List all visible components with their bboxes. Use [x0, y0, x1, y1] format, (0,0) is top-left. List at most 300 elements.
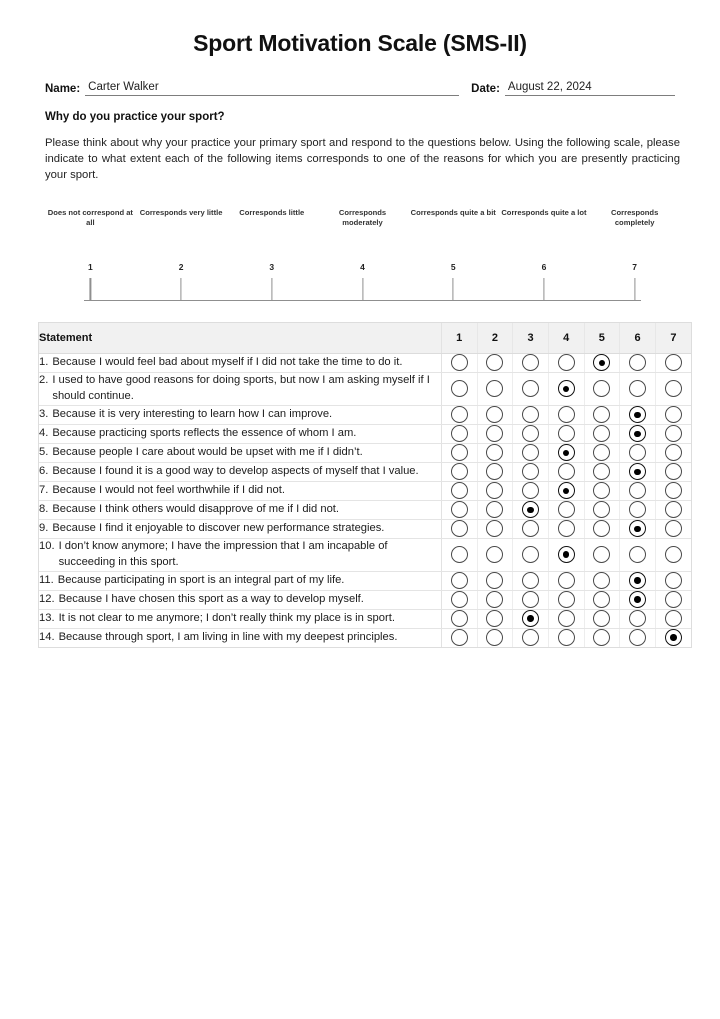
table-row: [39, 628, 691, 647]
rating-cell-3[interactable]: [513, 425, 549, 444]
rating-cell-1[interactable]: [441, 520, 477, 539]
radio-option-1[interactable]: [451, 380, 468, 397]
statement-text: Because I would not feel worthwhile if I did not.: [52, 484, 285, 497]
scale-axis: [45, 275, 680, 301]
radio-option-2[interactable]: [486, 610, 503, 627]
radio-option-1[interactable]: [451, 354, 468, 371]
table-row: [39, 501, 691, 520]
radio-option-7[interactable]: [665, 425, 682, 442]
rating-cell-3[interactable]: [513, 520, 549, 539]
radio-option-5[interactable]: [593, 546, 610, 563]
radio-option-5[interactable]: [593, 354, 610, 371]
rating-cell-4[interactable]: [548, 463, 584, 482]
rating-cell-2[interactable]: [477, 482, 513, 501]
survey-table-body: [39, 354, 691, 647]
radio-option-3[interactable]: [522, 520, 539, 537]
radio-option-1[interactable]: [451, 425, 468, 442]
scale-anchor-number: 1: [87, 261, 93, 272]
rating-cell-7[interactable]: [655, 463, 691, 482]
radio-option-4[interactable]: [558, 380, 575, 397]
rating-cell-7[interactable]: [655, 571, 691, 590]
question-heading: Why do you practice your sport?: [45, 110, 225, 123]
axis-tick: [90, 278, 91, 301]
rating-cell-2[interactable]: [477, 571, 513, 590]
page-title: Sport Motivation Scale (SMS-II): [193, 30, 527, 56]
rating-cell-6[interactable]: [620, 628, 656, 647]
scale-numbers: [45, 262, 680, 272]
radio-option-3[interactable]: [522, 546, 539, 563]
rating-cell-1[interactable]: [441, 354, 477, 373]
statement-number: 10.: [39, 540, 55, 553]
rating-cell-5[interactable]: [584, 520, 620, 539]
rating-cell-2[interactable]: [477, 406, 513, 425]
radio-option-7[interactable]: [665, 591, 682, 608]
radio-option-2[interactable]: [486, 591, 503, 608]
statement-cell: [39, 463, 441, 482]
rating-cell-3[interactable]: [513, 628, 549, 647]
statement-text: Because I would feel bad about myself if I did not take the time to do it.: [52, 356, 403, 369]
rating-cell-2[interactable]: [477, 425, 513, 444]
rating-cell-6[interactable]: [620, 406, 656, 425]
rating-cell-4[interactable]: [548, 501, 584, 520]
radio-option-1[interactable]: [451, 629, 468, 646]
statement-number: 6.: [39, 465, 49, 478]
date-label: Date:: [471, 82, 500, 95]
scale-anchor-number: 3: [269, 261, 275, 272]
rating-cell-7[interactable]: [655, 501, 691, 520]
rating-cell-5[interactable]: [584, 463, 620, 482]
rating-cell-6[interactable]: [620, 444, 656, 463]
rating-cell-7[interactable]: [655, 425, 691, 444]
scale-anchor-number: 2: [178, 261, 184, 272]
rating-cell-3[interactable]: [513, 571, 549, 590]
radio-option-1[interactable]: [451, 444, 468, 461]
rating-cell-6[interactable]: [620, 609, 656, 628]
table-row: [39, 406, 691, 425]
table-row: [39, 425, 691, 444]
radio-option-7[interactable]: [665, 501, 682, 518]
rating-column-header-4: 4: [548, 323, 584, 354]
axis-tick: [634, 278, 635, 301]
radio-option-2[interactable]: [486, 572, 503, 589]
radio-option-7[interactable]: [665, 406, 682, 423]
radio-option-7[interactable]: [665, 354, 682, 371]
radio-option-4[interactable]: [558, 501, 575, 518]
rating-cell-2[interactable]: [477, 463, 513, 482]
statement-text: Because I think others would disapprove of me if I did not.: [52, 503, 340, 516]
radio-option-6[interactable]: [629, 380, 646, 397]
radio-option-6[interactable]: [629, 629, 646, 646]
name-input[interactable]: [85, 80, 459, 96]
radio-option-4[interactable]: [558, 482, 575, 499]
rating-cell-1[interactable]: [441, 628, 477, 647]
statement-text: Because I have chosen this sport as a way to develop myself.: [58, 592, 364, 605]
radio-option-4[interactable]: [558, 354, 575, 371]
radio-option-5[interactable]: [593, 629, 610, 646]
rating-cell-3[interactable]: [513, 609, 549, 628]
statement-number: 8.: [39, 503, 49, 516]
rating-cell-7[interactable]: [655, 482, 691, 501]
rating-cell-1[interactable]: [441, 501, 477, 520]
rating-cell-7[interactable]: [655, 609, 691, 628]
statement-number: 5.: [39, 446, 49, 459]
rating-cell-1[interactable]: [441, 482, 477, 501]
survey-table: [39, 323, 691, 647]
rating-column-header-3: 3: [513, 323, 549, 354]
radio-option-7[interactable]: [665, 610, 682, 627]
statement-cell: [39, 628, 441, 647]
rating-cell-6[interactable]: [620, 501, 656, 520]
axis-ticks: [45, 275, 680, 301]
radio-option-4[interactable]: [558, 463, 575, 480]
date-field: [471, 80, 675, 96]
radio-option-3[interactable]: [522, 572, 539, 589]
radio-option-3[interactable]: [522, 406, 539, 423]
rating-cell-1[interactable]: [441, 444, 477, 463]
radio-option-6[interactable]: [629, 406, 646, 423]
scale-anchor-number: 4: [360, 261, 365, 272]
radio-option-6[interactable]: [629, 591, 646, 608]
radio-option-3[interactable]: [522, 591, 539, 608]
rating-cell-6[interactable]: [620, 463, 656, 482]
radio-option-5[interactable]: [593, 501, 610, 518]
rating-cell-2[interactable]: [477, 539, 513, 572]
radio-option-3[interactable]: [522, 610, 539, 627]
scale-legend: [45, 208, 680, 304]
statement-cell: [39, 520, 441, 539]
rating-column-header-7: 7: [655, 323, 691, 354]
rating-cell-6[interactable]: [620, 520, 656, 539]
scale-anchor-label: Corresponds moderately: [338, 207, 387, 228]
scale-anchor-label: Corresponds little: [239, 207, 305, 217]
radio-option-4[interactable]: [558, 425, 575, 442]
scale-anchor-label: Corresponds very little: [139, 207, 223, 217]
radio-option-5[interactable]: [593, 463, 610, 480]
radio-option-7[interactable]: [665, 380, 682, 397]
rating-cell-2[interactable]: [477, 609, 513, 628]
statement-text: Because it is very interesting to learn how I can improve.: [52, 408, 333, 421]
radio-option-1[interactable]: [451, 520, 468, 537]
rating-cell-5[interactable]: [584, 373, 620, 406]
radio-option-1[interactable]: [451, 406, 468, 423]
rating-cell-7[interactable]: [655, 628, 691, 647]
statement-cell: [39, 444, 441, 463]
radio-option-6[interactable]: [629, 482, 646, 499]
rating-cell-6[interactable]: [620, 590, 656, 609]
statement-column-header: Statement: [39, 323, 441, 354]
table-row: [39, 571, 691, 590]
rating-cell-5[interactable]: [584, 406, 620, 425]
rating-column-header-2: 2: [477, 323, 513, 354]
statement-cell: [39, 571, 441, 590]
rating-cell-5[interactable]: [584, 501, 620, 520]
rating-cell-7[interactable]: [655, 444, 691, 463]
radio-option-1[interactable]: [451, 572, 468, 589]
table-row: [39, 609, 691, 628]
radio-option-5[interactable]: [593, 425, 610, 442]
date-value: August 22, 2024: [507, 80, 592, 93]
radio-option-5[interactable]: [593, 406, 610, 423]
statement-text: Because I found it is a good way to develop aspects of myself that I value.: [52, 465, 419, 478]
rating-cell-4[interactable]: [548, 354, 584, 373]
radio-option-1[interactable]: [451, 610, 468, 627]
rating-cell-6[interactable]: [620, 539, 656, 572]
statement-cell: [39, 539, 441, 572]
rating-cell-5[interactable]: [584, 539, 620, 572]
rating-column-header-6: 6: [620, 323, 656, 354]
radio-option-2[interactable]: [486, 380, 503, 397]
statement-cell: [39, 609, 441, 628]
radio-option-7[interactable]: [665, 629, 682, 646]
rating-cell-1[interactable]: [441, 571, 477, 590]
radio-option-2[interactable]: [486, 444, 503, 461]
scale-anchor-label: Corresponds completely: [611, 207, 659, 228]
rating-cell-1[interactable]: [441, 590, 477, 609]
radio-option-2[interactable]: [486, 425, 503, 442]
rating-cell-1[interactable]: [441, 425, 477, 444]
radio-option-3[interactable]: [522, 444, 539, 461]
radio-option-3[interactable]: [522, 501, 539, 518]
radio-option-5[interactable]: [593, 520, 610, 537]
radio-option-5[interactable]: [593, 610, 610, 627]
radio-option-2[interactable]: [486, 354, 503, 371]
rating-cell-1[interactable]: [441, 373, 477, 406]
identity-row: [45, 80, 680, 96]
radio-option-5[interactable]: [593, 482, 610, 499]
radio-option-7[interactable]: [665, 572, 682, 589]
rating-cell-2[interactable]: [477, 444, 513, 463]
radio-option-3[interactable]: [522, 482, 539, 499]
rating-cell-7[interactable]: [655, 354, 691, 373]
statement-number: 4.: [39, 427, 49, 440]
radio-option-2[interactable]: [486, 546, 503, 563]
statement-text: I used to have good reasons for doing sports, but now I am asking myself if I should continue.: [52, 374, 430, 403]
radio-option-4[interactable]: [558, 546, 575, 563]
radio-option-6[interactable]: [629, 572, 646, 589]
table-row: [39, 444, 691, 463]
statement-text: Because people I care about would be upset with me if I didn’t.: [52, 446, 363, 459]
statement-number: 11.: [39, 573, 54, 586]
rating-cell-1[interactable]: [441, 539, 477, 572]
radio-option-7[interactable]: [665, 482, 682, 499]
radio-option-4[interactable]: [558, 520, 575, 537]
date-input[interactable]: [505, 80, 675, 96]
radio-option-7[interactable]: [665, 546, 682, 563]
radio-option-7[interactable]: [665, 463, 682, 480]
statement-text: I don’t know anymore; I have the impression that I am incapable of succeeding in this sport.: [58, 540, 388, 568]
radio-option-4[interactable]: [558, 629, 575, 646]
axis-tick: [543, 278, 544, 301]
radio-option-3[interactable]: [522, 425, 539, 442]
rating-cell-5[interactable]: [584, 482, 620, 501]
rating-cell-4[interactable]: [548, 571, 584, 590]
rating-cell-5[interactable]: [584, 590, 620, 609]
radio-option-2[interactable]: [486, 629, 503, 646]
statement-number: 13.: [39, 611, 55, 624]
table-row: [39, 482, 691, 501]
radio-option-5[interactable]: [593, 591, 610, 608]
rating-cell-4[interactable]: [548, 444, 584, 463]
rating-cell-7[interactable]: [655, 373, 691, 406]
rating-cell-6[interactable]: [620, 354, 656, 373]
statement-text: Because I find it enjoyable to discover new performance strategies.: [52, 522, 385, 535]
radio-option-4[interactable]: [558, 572, 575, 589]
rating-cell-3[interactable]: [513, 501, 549, 520]
rating-cell-5[interactable]: [584, 354, 620, 373]
rating-cell-2[interactable]: [477, 373, 513, 406]
rating-cell-6[interactable]: [620, 373, 656, 406]
rating-cell-2[interactable]: [477, 520, 513, 539]
radio-option-5[interactable]: [593, 444, 610, 461]
statement-number: 9.: [39, 522, 49, 535]
radio-option-3[interactable]: [522, 463, 539, 480]
radio-option-2[interactable]: [486, 463, 503, 480]
rating-column-header-1: 1: [441, 323, 477, 354]
rating-cell-7[interactable]: [655, 520, 691, 539]
rating-cell-3[interactable]: [513, 482, 549, 501]
axis-tick: [180, 278, 181, 301]
table-row: [39, 520, 691, 539]
statement-cell: [39, 373, 441, 406]
statement-number: 7.: [39, 484, 49, 497]
rating-cell-1[interactable]: [441, 609, 477, 628]
rating-cell-4[interactable]: [548, 539, 584, 572]
rating-cell-7[interactable]: [655, 590, 691, 609]
rating-cell-7[interactable]: [655, 406, 691, 425]
radio-option-6[interactable]: [629, 546, 646, 563]
radio-option-6[interactable]: [629, 520, 646, 537]
rating-cell-4[interactable]: [548, 520, 584, 539]
statement-cell: [39, 590, 441, 609]
table-row: [39, 463, 691, 482]
radio-option-5[interactable]: [593, 380, 610, 397]
scale-anchor-label: Corresponds quite a bit: [410, 207, 496, 217]
rating-column-header-5: 5: [584, 323, 620, 354]
rating-cell-3[interactable]: [513, 354, 549, 373]
axis-tick: [453, 278, 454, 301]
radio-option-6[interactable]: [629, 501, 646, 518]
instructions-text: Please think about why your practice your primary sport and respond to the questions below. Using the following scale, please indicate to what extent each of the following items corresponds to one of the reasons for which you are presently practicing your sport.: [45, 136, 680, 182]
radio-option-1[interactable]: [451, 501, 468, 518]
rating-cell-4[interactable]: [548, 628, 584, 647]
statement-text: It is not clear to me anymore; I don’t really think my place is in sport.: [58, 611, 395, 624]
axis-tick: [271, 278, 272, 301]
rating-cell-4[interactable]: [548, 425, 584, 444]
radio-option-6[interactable]: [629, 463, 646, 480]
table-row: [39, 373, 691, 406]
statement-text: Because through sport, I am living in line with my deepest principles.: [58, 630, 398, 643]
rating-cell-6[interactable]: [620, 425, 656, 444]
rating-cell-4[interactable]: [548, 609, 584, 628]
rating-cell-1[interactable]: [441, 463, 477, 482]
rating-cell-6[interactable]: [620, 571, 656, 590]
radio-option-1[interactable]: [451, 482, 468, 499]
radio-option-2[interactable]: [486, 520, 503, 537]
rating-cell-6[interactable]: [620, 482, 656, 501]
statement-cell: [39, 425, 441, 444]
radio-option-1[interactable]: [451, 463, 468, 480]
statement-cell: [39, 406, 441, 425]
statement-number: 14.: [39, 630, 55, 643]
scale-anchor-label: Does not correspond at all: [47, 207, 133, 228]
rating-cell-3[interactable]: [513, 539, 549, 572]
rating-cell-5[interactable]: [584, 609, 620, 628]
statement-text: Because participating in sport is an integral part of my life.: [57, 573, 345, 586]
radio-option-1[interactable]: [451, 591, 468, 608]
rating-cell-2[interactable]: [477, 590, 513, 609]
radio-option-6[interactable]: [629, 610, 646, 627]
statement-cell: [39, 354, 441, 373]
radio-option-5[interactable]: [593, 572, 610, 589]
rating-cell-3[interactable]: [513, 590, 549, 609]
radio-option-4[interactable]: [558, 444, 575, 461]
radio-option-4[interactable]: [558, 591, 575, 608]
radio-option-2[interactable]: [486, 482, 503, 499]
radio-option-3[interactable]: [522, 629, 539, 646]
scale-labels: [45, 208, 680, 250]
radio-option-2[interactable]: [486, 501, 503, 518]
rating-cell-2[interactable]: [477, 501, 513, 520]
rating-cell-5[interactable]: [584, 628, 620, 647]
survey-table-head: [39, 323, 691, 354]
table-row: [39, 354, 691, 373]
radio-option-6[interactable]: [629, 444, 646, 461]
name-label: Name:: [45, 82, 81, 95]
radio-option-7[interactable]: [665, 444, 682, 461]
table-header-row: [39, 323, 691, 354]
rating-cell-4[interactable]: [548, 482, 584, 501]
radio-option-4[interactable]: [558, 610, 575, 627]
statement-cell: [39, 482, 441, 501]
statement-text: Because practicing sports reflects the essence of whom I am.: [52, 427, 357, 440]
rating-cell-5[interactable]: [584, 444, 620, 463]
rating-cell-4[interactable]: [548, 373, 584, 406]
rating-cell-3[interactable]: [513, 406, 549, 425]
rating-cell-3[interactable]: [513, 444, 549, 463]
rating-cell-3[interactable]: [513, 373, 549, 406]
rating-cell-5[interactable]: [584, 425, 620, 444]
rating-cell-7[interactable]: [655, 539, 691, 572]
survey-table-container: [38, 322, 692, 648]
radio-option-4[interactable]: [558, 406, 575, 423]
radio-option-7[interactable]: [665, 520, 682, 537]
rating-cell-2[interactable]: [477, 354, 513, 373]
statement-cell: [39, 501, 441, 520]
scale-anchor-number: 6: [541, 261, 547, 272]
table-row: [39, 590, 691, 609]
rating-cell-2[interactable]: [477, 628, 513, 647]
radio-option-3[interactable]: [522, 354, 539, 371]
statement-number: 2.: [39, 374, 49, 387]
rating-cell-5[interactable]: [584, 571, 620, 590]
scale-anchor-label: Corresponds quite a lot: [501, 207, 587, 217]
rating-cell-4[interactable]: [548, 590, 584, 609]
radio-option-3[interactable]: [522, 380, 539, 397]
radio-option-6[interactable]: [629, 354, 646, 371]
radio-option-6[interactable]: [629, 425, 646, 442]
rating-cell-3[interactable]: [513, 463, 549, 482]
radio-option-1[interactable]: [451, 546, 468, 563]
axis-tick: [362, 278, 363, 301]
rating-cell-1[interactable]: [441, 406, 477, 425]
statement-number: 3.: [39, 408, 49, 421]
rating-cell-4[interactable]: [548, 406, 584, 425]
statement-number: 1.: [39, 356, 49, 369]
statement-number: 12.: [39, 592, 55, 605]
scale-anchor-number: 7: [632, 261, 638, 272]
name-field: [45, 80, 459, 96]
radio-option-2[interactable]: [486, 406, 503, 423]
